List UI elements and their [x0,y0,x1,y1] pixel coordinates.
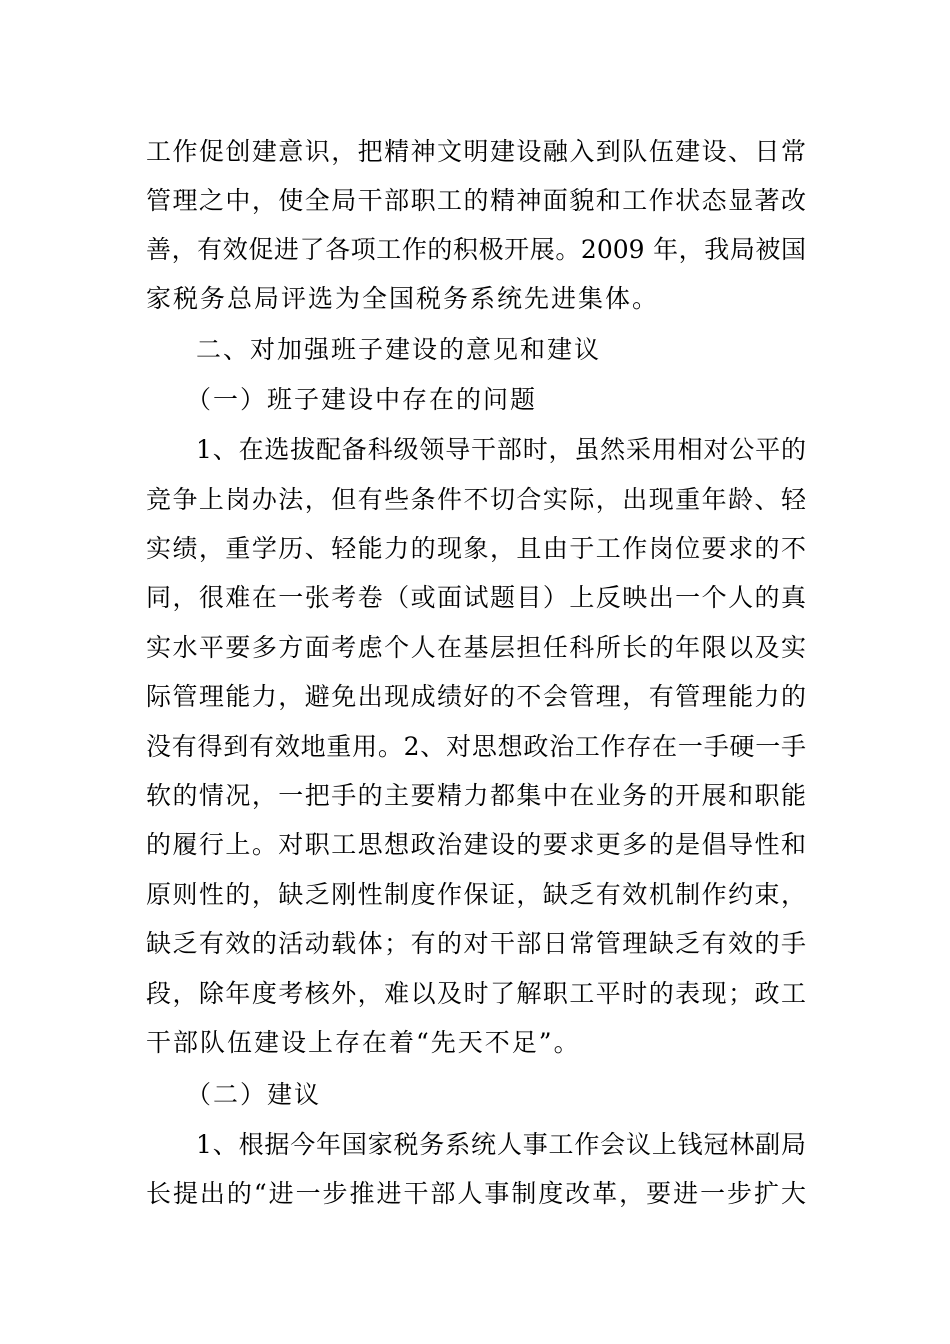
text-line: 善，有效促进了各项工作的积极开展。2009 年，我局被国 [146,235,806,264]
text-line: 软的情况，一把手的主要精力都集中在业务的开展和职能 [146,781,806,810]
text-line: 段，除年度考核外，难以及时了解职工平时的表现；政工 [146,979,806,1008]
text-line: 工作促创建意识，把精神文明建设融入到队伍建设、日常 [146,137,806,166]
text-line: 原则性的，缺乏刚性制度作保证，缺乏有效机制作约束， [146,880,806,909]
text-line: 没有得到有效地重用。2、对思想政治工作存在一手硬一手 [146,732,806,761]
text-line: 管理之中，使全局干部职工的精神面貌和工作状态显著改 [146,186,806,215]
text-line: 实绩，重学历、轻能力的现象，且由于工作岗位要求的不 [146,534,806,563]
subsection-heading: （一）班子建设中存在的问题 [186,385,538,414]
text-line: 竞争上岗办法，但有些条件不切合实际，出现重年龄、轻 [146,485,806,514]
text-line: 同，很难在一张考卷（或面试题目）上反映出一个人的真 [146,583,806,612]
text-line: 1、根据今年国家税务系统人事工作会议上钱冠林副局 [196,1130,806,1159]
subsection-heading: （二）建议 [186,1080,322,1109]
text-line: 缺乏有效的活动载体；有的对干部日常管理缺乏有效的手 [146,929,806,958]
text-line: 际管理能力，避免出现成绩好的不会管理，有管理能力的 [146,682,806,711]
text-line: 干部队伍建设上存在着“先天不足”。 [146,1028,581,1057]
text-line: 实水平要多方面考虑个人在基层担任科所长的年限以及实 [146,633,806,662]
text-line: 长提出的“进一步推进干部人事制度改革，要进一步扩大 [146,1179,806,1208]
text-line: 1、在选拔配备科级领导干部时，虽然采用相对公平的 [196,435,806,464]
section-heading: 二、对加强班子建设的意见和建议 [196,335,602,364]
text-line: 家税务总局评选为全国税务系统先进集体。 [146,284,660,313]
text-line: 的履行上。对职工思想政治建设的要求更多的是倡导性和 [146,830,806,859]
